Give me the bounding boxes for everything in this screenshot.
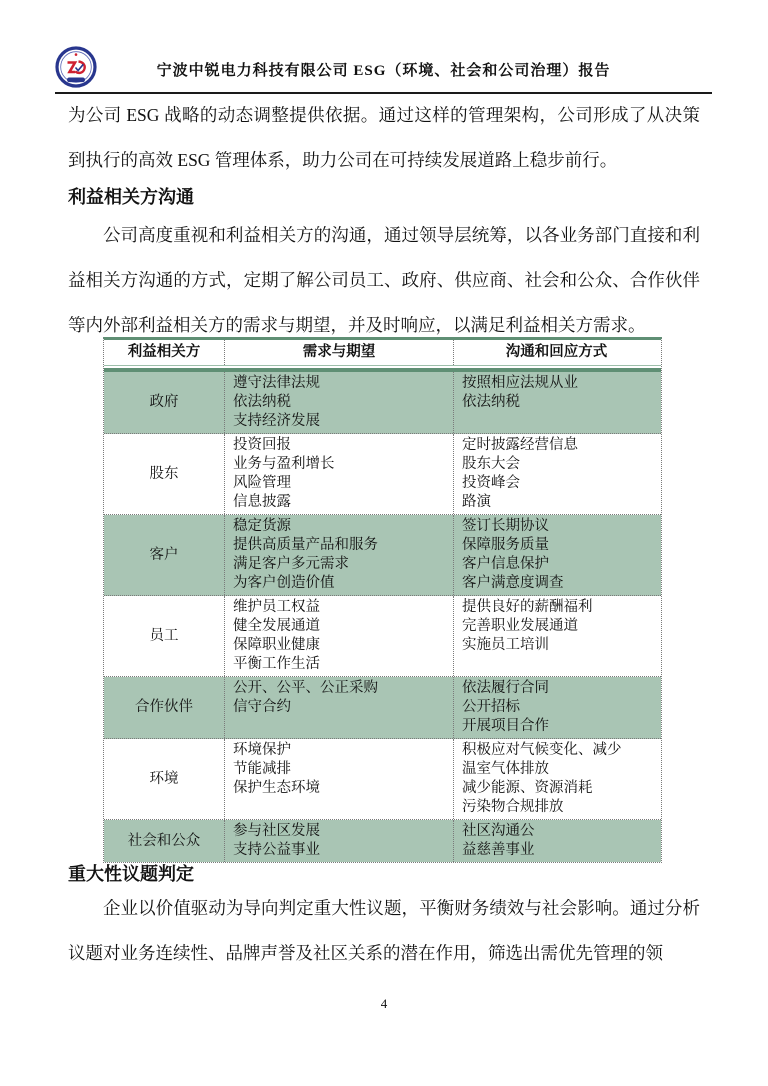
response-line: 积极应对气候变化、减少 (462, 742, 622, 758)
response-line: 社区沟通公 (462, 823, 535, 839)
stakeholder-name: 客户 (149, 546, 179, 563)
materiality-paragraph: 企业以价值驱动为导向判定重大性议题，平衡财务绩效与社会影响。通过分析议题对业务连续性、品牌声誉及社区关系的潜在作用，筛选出需优先管理的领 (68, 898, 700, 963)
need-line: 保护生态环境 (233, 780, 320, 796)
response-cell (453, 739, 659, 819)
response-line: 客户满意度调查 (462, 575, 564, 591)
response-line: 污染物合规排放 (462, 799, 564, 815)
response-line: 提供良好的薪酬福利 (462, 599, 593, 615)
stakeholder-name: 合作伙伴 (135, 699, 193, 715)
response-line: 按照相应法规从业 (462, 375, 578, 391)
need-line: 节能减排 (233, 761, 291, 777)
need-line: 为客户创造价值 (233, 575, 335, 591)
section-heading-materiality: 重大性议题判定 (68, 864, 194, 884)
need-line: 保障职业健康 (233, 637, 320, 653)
response-line: 定时披露经营信息 (462, 437, 578, 453)
table-row (104, 515, 661, 596)
response-line: 开展项目合作 (462, 718, 549, 734)
stakeholder-name: 社会和公众 (127, 832, 201, 849)
need-line: 依法纳税 (233, 394, 291, 410)
table-row (104, 596, 661, 677)
response-cell (453, 372, 659, 433)
stakeholder-table (103, 337, 662, 863)
response-cell (453, 434, 659, 514)
table-row (104, 677, 661, 739)
needs-cell (224, 372, 453, 433)
need-line: 平衡工作生活 (233, 656, 320, 672)
needs-cell (224, 515, 453, 595)
response-cell (453, 820, 659, 862)
column-header-needs: 需求与期望 (224, 340, 453, 365)
needs-cell (224, 677, 453, 738)
need-line: 业务与盈利增长 (233, 456, 335, 472)
response-line: 完善职业发展通道 (462, 618, 578, 634)
need-line: 满足客户多元需求 (233, 556, 349, 572)
response-line: 投资峰会 (462, 475, 520, 491)
response-line: 益慈善事业 (462, 842, 535, 858)
section-heading-stakeholder-communication: 利益相关方沟通 (68, 187, 194, 207)
response-line: 签订长期协议 (462, 518, 549, 534)
needs-cell (224, 820, 453, 862)
table-body (104, 372, 661, 862)
need-line: 遵守法律法规 (233, 375, 320, 391)
response-line: 依法履行合同 (462, 680, 549, 696)
table-row (104, 372, 661, 434)
table-row (104, 820, 661, 862)
response-line: 股东大会 (462, 456, 520, 472)
response-cell (453, 515, 659, 595)
report-title: 宁波中锐电力科技有限公司 ESG（环境、社会和公司治理）报告 (156, 62, 611, 79)
need-line: 健全发展通道 (233, 618, 320, 634)
page-number: 4 (380, 996, 388, 1011)
stakeholder-name: 员工 (149, 627, 179, 644)
response-line: 路演 (462, 494, 491, 510)
need-line: 参与社区发展 (233, 823, 320, 839)
need-line: 支持公益事业 (233, 842, 320, 858)
stakeholder-communication-paragraph: 公司高度重视和利益相关方的沟通，通过领导层统筹，以各业务部门直接和利益相关方沟通的方式，定期了解公司员工、政府、供应商、社会和公众、合作伙伴等内外部利益相关方的需求与期望，并及时响应，以满足利益相关方需求。 (68, 225, 700, 335)
need-line: 信息披露 (233, 494, 291, 510)
response-line: 依法纳税 (462, 394, 520, 410)
company-seal-logo-icon (55, 46, 97, 92)
column-header-response: 沟通和回应方式 (453, 340, 659, 365)
need-line: 投资回报 (233, 437, 291, 453)
table-row (104, 434, 661, 515)
response-line: 保障服务质量 (462, 537, 549, 553)
stakeholder-name: 股东 (149, 465, 179, 482)
response-line: 实施员工培训 (462, 637, 549, 653)
intro-paragraph: 为公司 ESG 战略的动态调整提供依据。通过这样的管理架构，公司形成了从决策到执行的高效 ESG 管理体系，助力公司在可持续发展道路上稳步前行。 (68, 105, 700, 170)
response-line: 客户信息保护 (462, 556, 549, 572)
page-header (55, 46, 712, 94)
needs-cell (224, 434, 453, 514)
stakeholder-name: 政府 (149, 394, 179, 410)
table-header-row (104, 340, 661, 366)
column-header-stakeholder: 利益相关方 (127, 344, 201, 360)
stakeholder-name: 环境 (149, 770, 179, 787)
need-line: 稳定货源 (233, 518, 291, 534)
needs-cell (224, 596, 453, 676)
needs-cell (224, 739, 453, 819)
need-line: 信守合约 (233, 699, 291, 715)
response-line: 公开招标 (462, 699, 520, 715)
response-line: 减少能源、资源消耗 (462, 780, 593, 796)
response-cell (453, 596, 659, 676)
response-cell (453, 677, 659, 738)
need-line: 维护员工权益 (233, 599, 320, 615)
need-line: 公开、公平、公正采购 (233, 680, 378, 696)
need-line: 提供高质量产品和服务 (233, 537, 378, 553)
need-line: 支持经济发展 (233, 413, 320, 429)
need-line: 风险管理 (233, 475, 291, 491)
table-row (104, 739, 661, 820)
response-line: 温室气体排放 (462, 761, 549, 777)
need-line: 环境保护 (233, 742, 291, 758)
company-logo (55, 46, 101, 92)
